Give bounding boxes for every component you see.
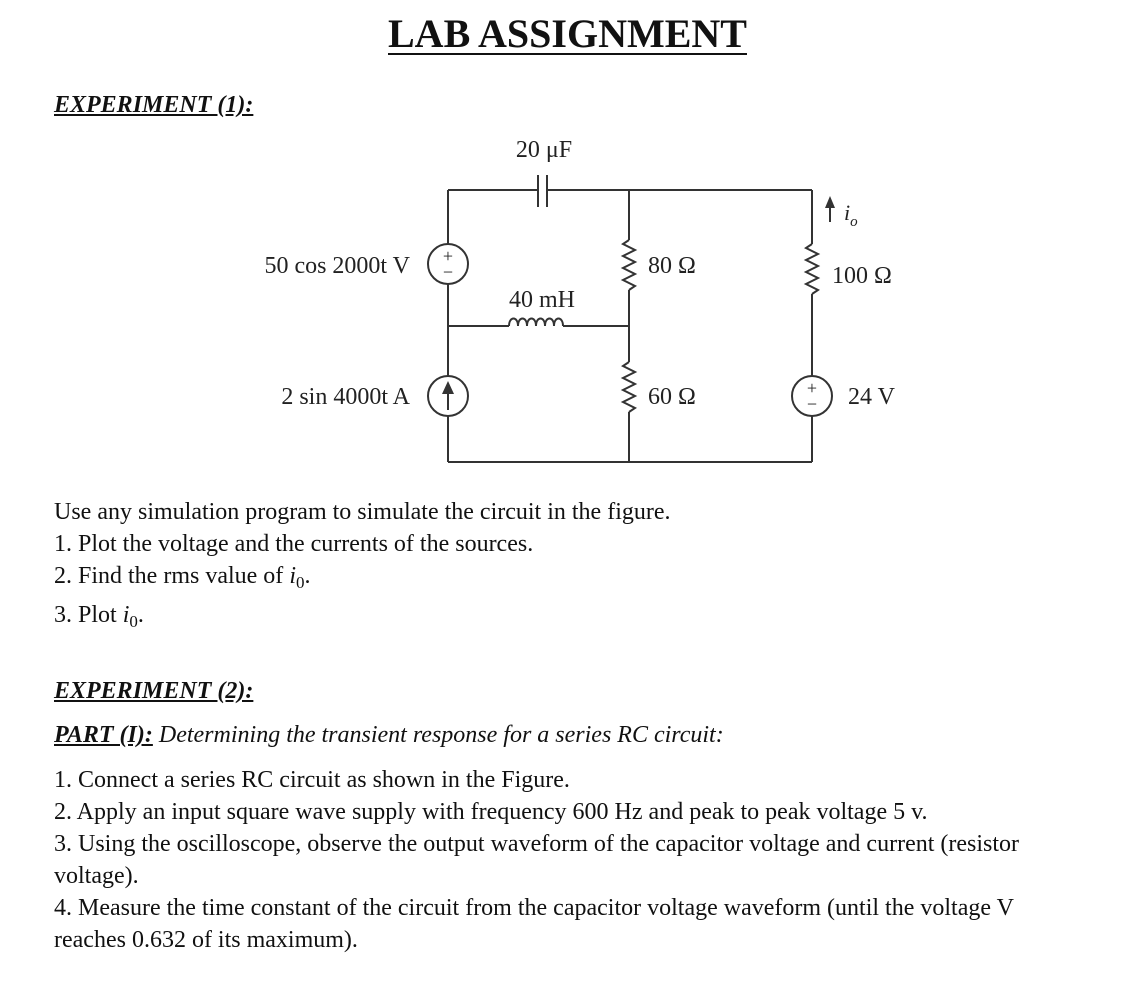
instruction-intro: Use any simulation program to simulate the circuit in the figure. [54, 499, 671, 525]
part-1-heading [54, 722, 724, 749]
experiment-1-instructions [54, 496, 671, 638]
resistor-60-label: 60 Ω [648, 384, 696, 410]
circuit-diagram [0, 130, 1135, 480]
vsrc-minus: − [442, 262, 454, 282]
voltage-source-label: 50 cos 2000t V [264, 253, 410, 279]
capacitor-label: 20 μF [515, 137, 573, 163]
step-1: 1. Connect a series RC circuit as shown in the Figure. [54, 767, 570, 793]
part-description: Determining the transient response for a series RC circuit: [152, 722, 724, 748]
resistor-100-label: 100 Ω [832, 263, 892, 289]
instruction-1: 1. Plot the voltage and the currents of the sources. [54, 531, 534, 557]
experiment-1-heading: EXPERIMENT (1): [54, 92, 254, 118]
instruction-3: 3. Plot $i_0$. [54, 602, 144, 631]
dc-source-label: 24 V [848, 384, 895, 410]
step-2: 2. Apply an input square wave supply with frequency 600 Hz and peak to peak voltage 5 v. [54, 799, 928, 825]
step-3: 3. Using the oscilloscope, observe the output waveform of the capacitor voltage and current (resistor voltage). [54, 831, 1020, 889]
experiment-2-steps [54, 764, 1084, 956]
experiment-2-heading: EXPERIMENT (2): [54, 678, 254, 704]
current-arrow-head [442, 381, 454, 394]
part-label: PART (I): [54, 722, 153, 748]
resistor-100 [806, 244, 818, 294]
inductor-coil [509, 319, 563, 327]
instruction-2: 2. Find the rms value of $i_0$. [54, 563, 311, 592]
step-4: 4. Measure the time constant of the circuit from the capacitor voltage waveform (until the voltage V reaches 0.632 of its maximum). [54, 895, 1014, 953]
vsrc-plus: + [442, 246, 454, 266]
dc-minus: − [806, 394, 818, 414]
resistor-60 [623, 362, 635, 412]
current-source-label: 2 sin 4000t A [281, 384, 410, 410]
resistor-80-label: 80 Ω [648, 253, 696, 279]
io-arrow-head [825, 196, 835, 208]
inductor-label: 40 mH [509, 287, 575, 313]
resistor-80 [623, 240, 635, 290]
dc-plus: + [806, 378, 818, 398]
io-label: $i_o$ [844, 200, 858, 230]
page-title: LAB ASSIGNMENT [388, 11, 747, 56]
